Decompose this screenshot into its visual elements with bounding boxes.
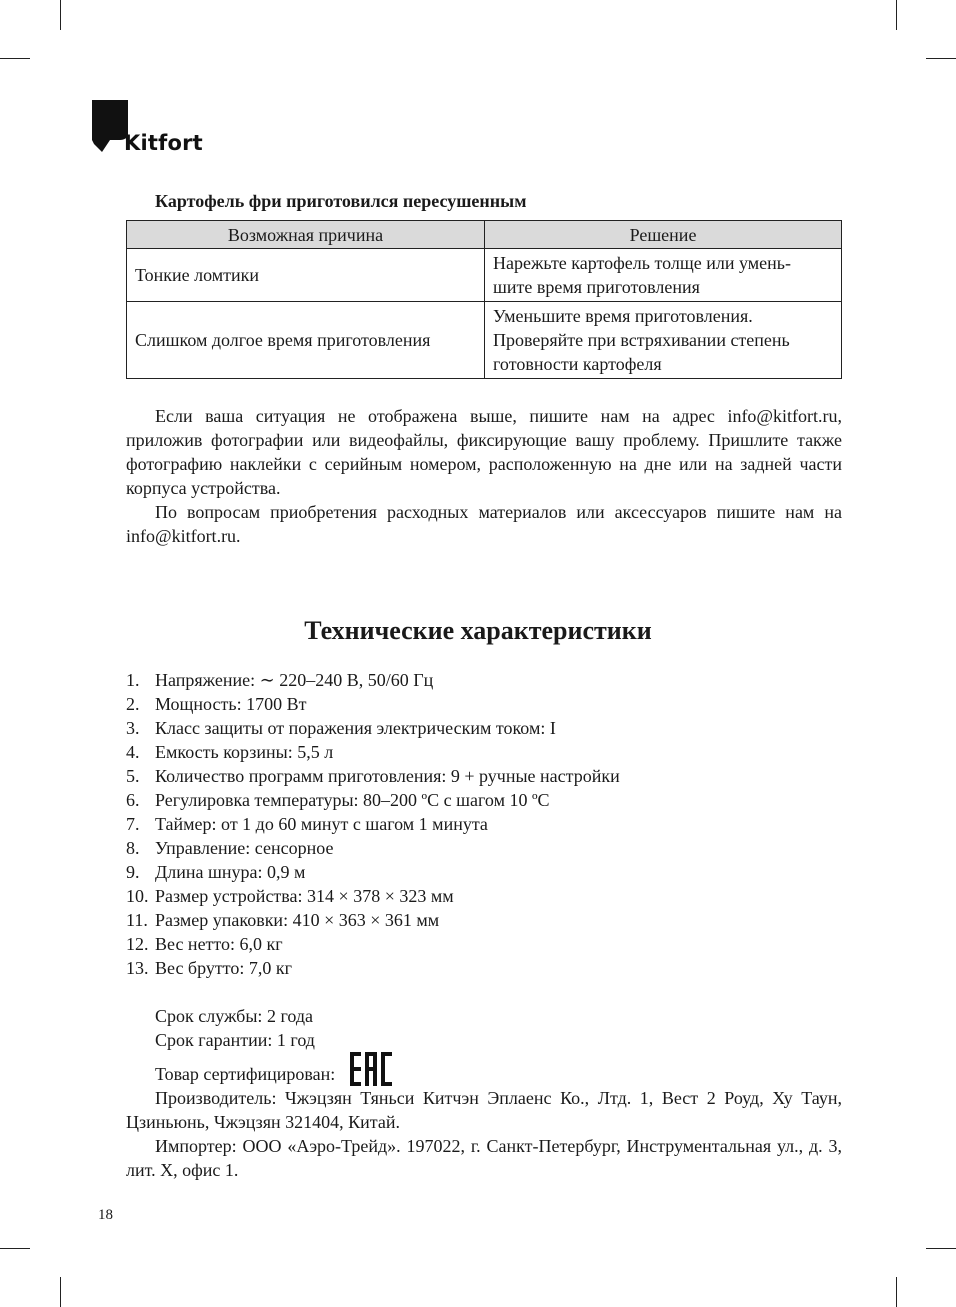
spec-item [126,668,620,692]
crop-mark [60,1277,61,1307]
table-header-row [127,221,842,249]
table-row [127,302,842,379]
spec-number: 8. [126,838,140,858]
spec-number: 7. [126,814,140,834]
spec-text: Вес нетто: 6,0 кг [155,934,283,954]
spec-item [126,716,620,740]
solution-line: Нарежьте картофель толще или умень- [493,253,791,273]
crop-mark [896,0,897,30]
crop-mark [896,1277,897,1307]
warranty: Срок гарантии: 1 год [155,1030,315,1050]
manufacturer: Производитель: Чжэцзян Тяньси Китчэн Эплаенс Ко., Лтд. 1, Вест 2 Роуд, Ху Таун, Цзиньюнь, Чжэцзян 321404, Китай. [126,1088,842,1132]
column-header: Решение [485,221,842,249]
spec-text: Размер устройства: 314 × 378 × 323 мм [155,886,454,906]
spec-item [126,788,620,812]
cause-cell: Тонкие ломтики [127,249,485,302]
contact-paragraph: Если ваша ситуация не отображена выше, пишите нам на адрес info@kitfort.ru, приложив фотографии или видеофайлы, фиксирующие вашу проблему. Пришлите также фотографию наклейки с серийным номером, расположенную на дне или на задней части корпуса устройства. [126,406,842,498]
spec-number: 5. [126,766,140,786]
specs-title: Технические характеристики [304,616,652,645]
solution-line: Проверяйте при встряхивании степень [493,330,790,350]
spec-text: Класс защиты от поражения электрическим током: I [155,718,556,738]
brand-name: Kitfort [124,131,203,155]
solution-line: готовности картофеля [493,354,662,374]
spec-text: Управление: сенсорное [155,838,334,858]
solution-line: Уменьшите время приготовления. [493,306,753,326]
spec-item [126,908,620,932]
solution-line: шите время приготовления [493,277,700,297]
table-row [127,249,842,302]
spec-item [126,692,620,716]
cause-cell: Слишком долгое время приготовления [127,302,485,379]
spec-number: 4. [126,742,140,762]
service-life: Срок службы: 2 года [155,1006,314,1026]
eac-certification-icon [350,1052,392,1086]
spec-item [126,932,620,956]
importer: Импортер: ООО «Аэро-Трейд». 197022, г. Санкт-Петербург, Инструментальная ул., д. 3, лит. Х, офис 1. [126,1136,842,1180]
spec-number: 12. [126,934,149,954]
spec-item [126,860,620,884]
solution-cell [485,302,842,379]
spec-text: Таймер: от 1 до 60 минут с шагом 1 минута [155,814,488,834]
spec-text: Напряжение: ∼ 220–240 В, 50/60 Гц [155,670,434,690]
spec-number: 2. [126,694,140,714]
certified-label: Товар сертифицирован: [155,1064,336,1084]
section-heading: Картофель фри приготовился пересушенным [155,191,527,211]
spec-number: 11. [126,910,148,930]
page-number: 18 [98,1207,113,1223]
spec-number: 10. [126,886,149,906]
crop-mark [926,58,956,59]
crop-mark [0,1248,30,1249]
spec-text: Мощность: 1700 Вт [155,694,307,714]
column-header: Возможная причина [127,221,485,249]
specs-list [126,668,620,980]
spec-text: Количество программ приготовления: 9 + ручные настройки [155,766,620,786]
crop-mark [0,58,30,59]
contact-paragraph: По вопросам приобретения расходных материалов или аксессуаров пишите нам на info@kitfort.ru. [126,502,842,546]
spec-item [126,884,620,908]
troubleshooting-table [126,220,842,379]
spec-text: Длина шнура: 0,9 м [155,862,306,882]
extra-info [126,1004,842,1182]
crop-mark [926,1248,956,1249]
spec-text: Вес брутто: 7,0 кг [155,958,292,978]
spec-number: 6. [126,790,140,810]
spec-text: Регулировка температуры: 80–200 ºС с шагом 10 ºС [155,790,550,810]
spec-text: Размер упаковки: 410 × 363 × 361 мм [155,910,440,930]
solution-cell [485,249,842,302]
spec-text: Емкость корзины: 5,5 л [155,742,334,762]
certification-line [126,1052,842,1086]
spec-number: 3. [126,718,140,738]
spec-item [126,836,620,860]
spec-number: 13. [126,958,149,978]
spec-number: 9. [126,862,140,882]
spec-item [126,956,620,980]
spec-item [126,740,620,764]
contact-block [126,404,842,548]
spec-item [126,764,620,788]
spec-number: 1. [126,670,140,690]
crop-mark [60,0,61,30]
spec-item [126,812,620,836]
